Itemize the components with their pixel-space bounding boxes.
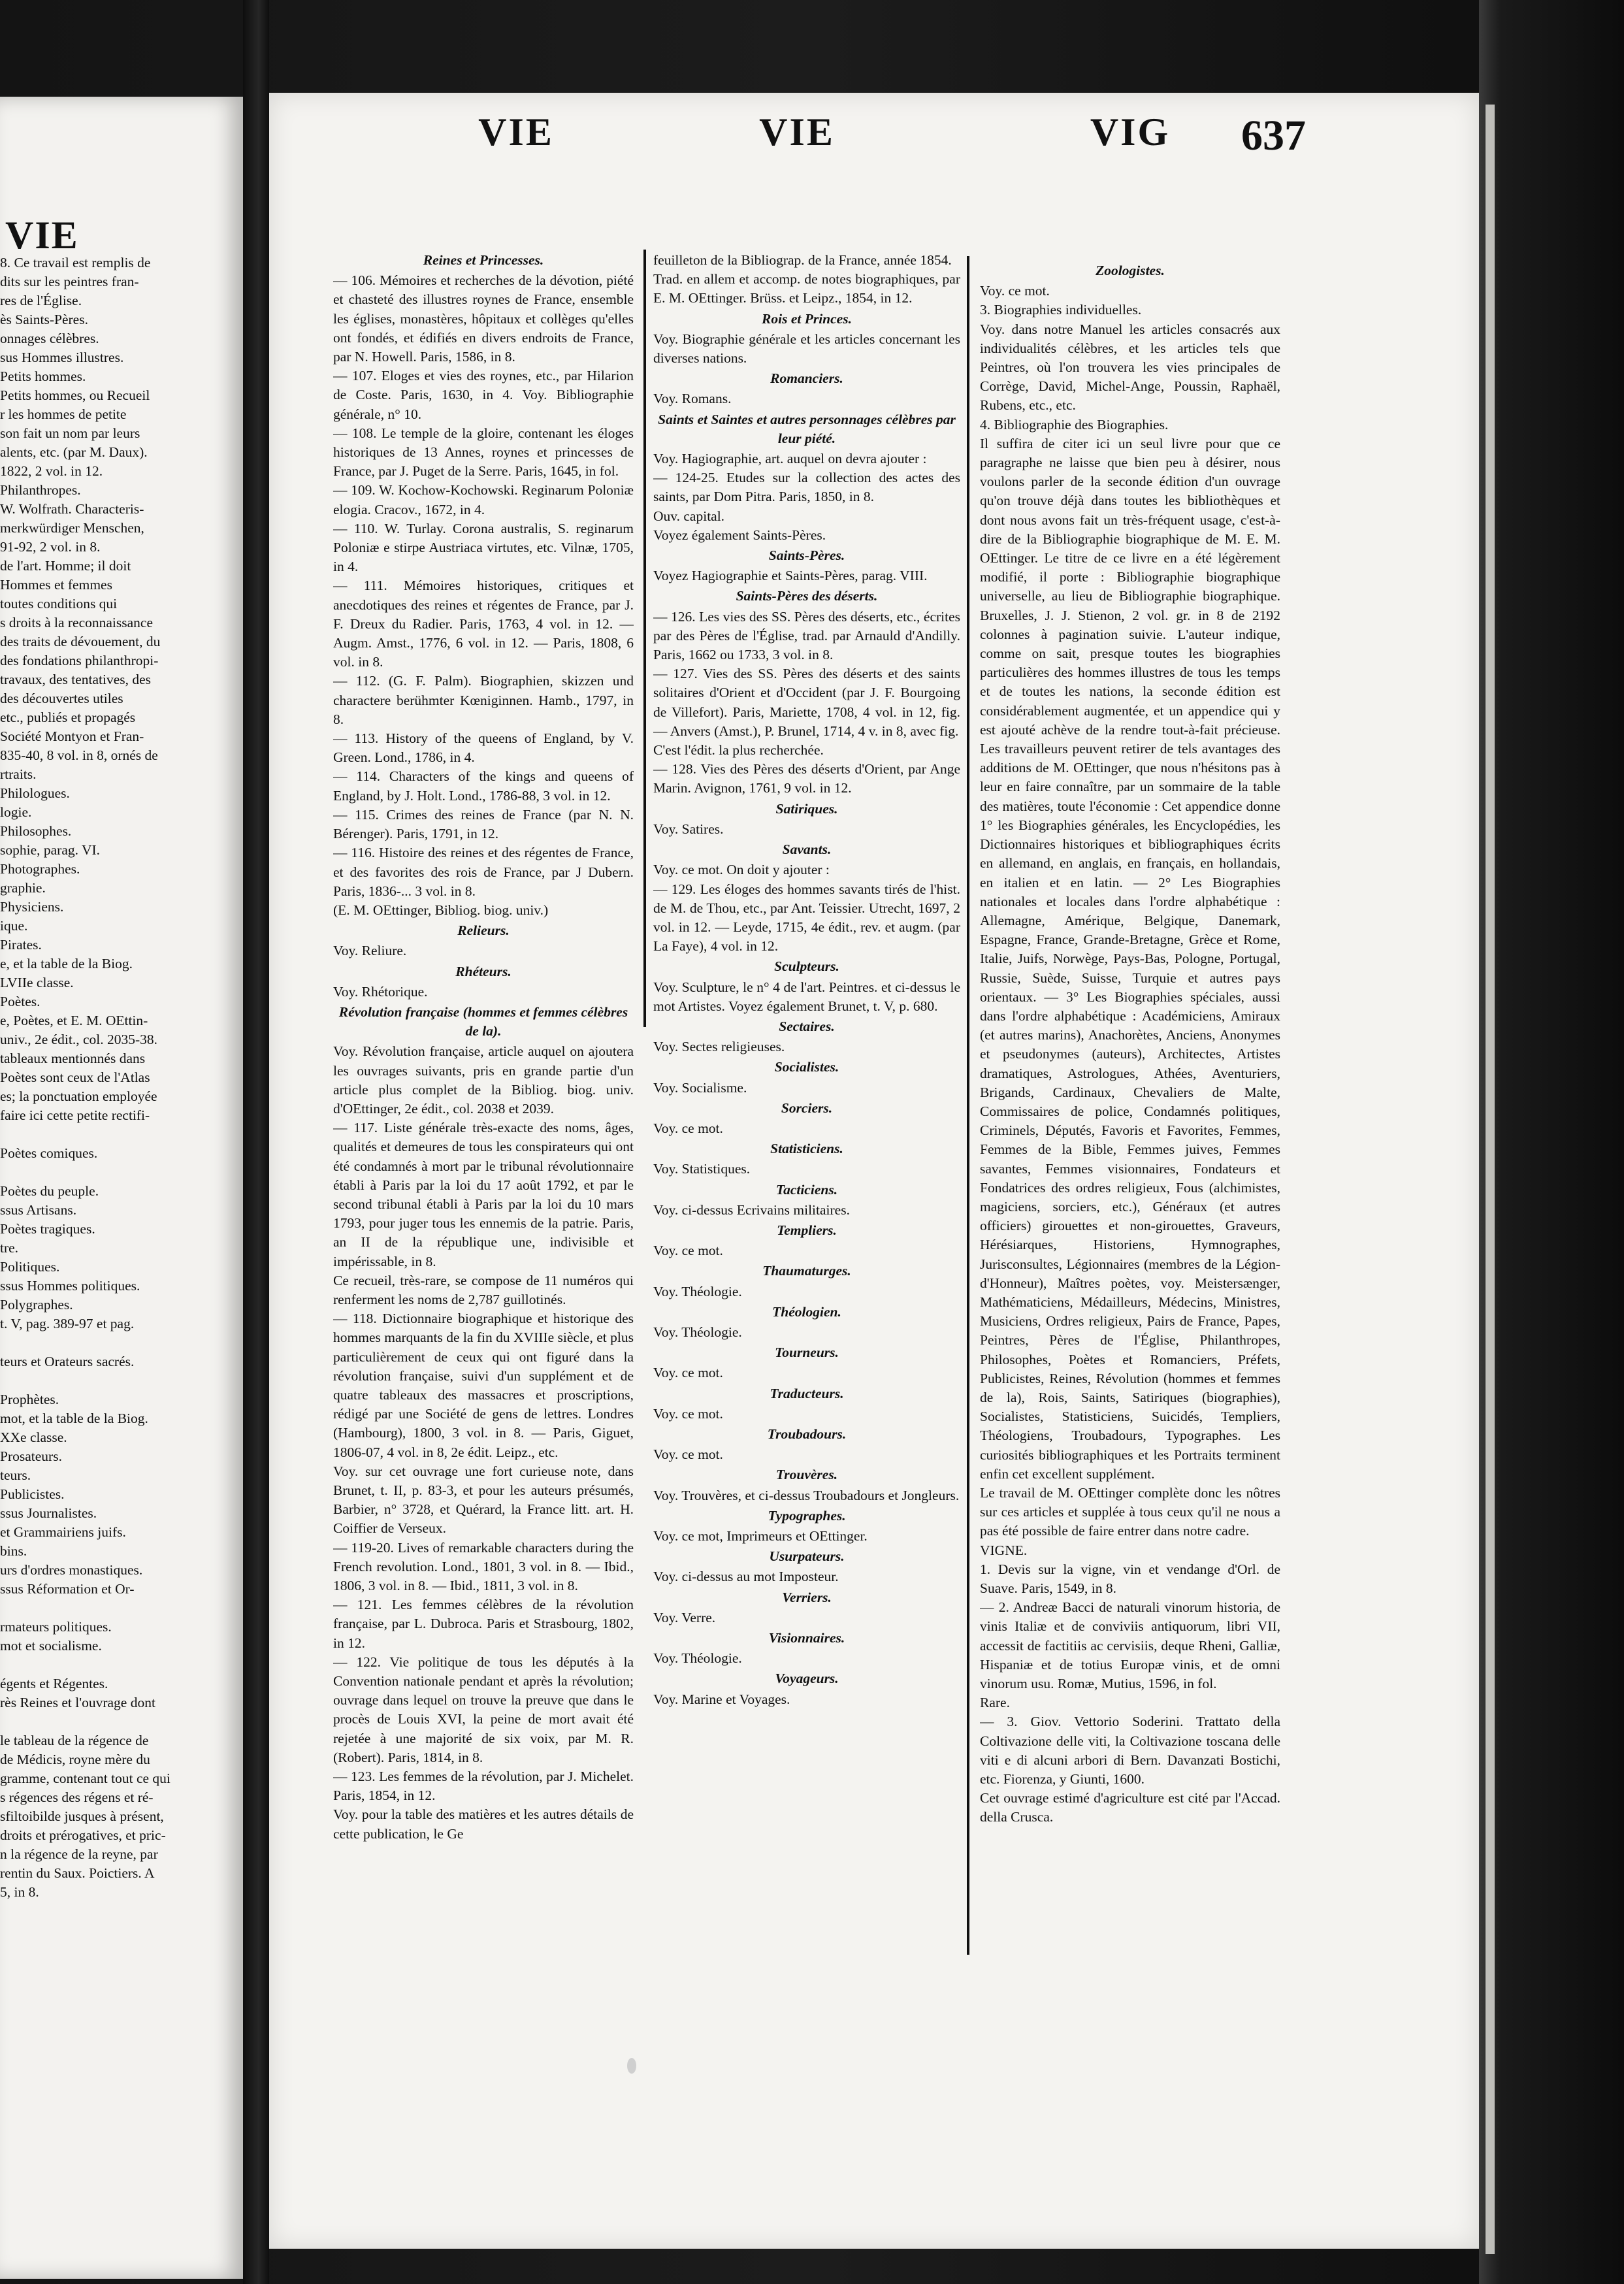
section-heading: Saints-Pères des déserts. xyxy=(736,588,878,604)
entry-paragraph: — 3. Giov. Vettorio Soderini. Trattato della Coltivazione delle viti, la Coltivazione toscana delle viti e di alcuni arbori di Bern. Davanzati Bostichi, etc. Fiorenza, y Giunti, 1600. xyxy=(980,1714,1280,1787)
left-page-line: égents et Régentes. xyxy=(0,1676,108,1691)
entry-paragraph: — 114. Characters of the kings and queens of England, by J. Holt. Lond., 1786-88, 3 vol. in 12. xyxy=(333,768,634,804)
left-facing-page xyxy=(0,97,243,2279)
running-head-right: VIG xyxy=(1090,110,1171,154)
left-page-line: Publicistes. xyxy=(0,1486,65,1502)
section-heading: Tourneurs. xyxy=(775,1345,839,1361)
left-page-line: Philologues. xyxy=(0,785,70,801)
left-page-line: tableaux mentionnés dans xyxy=(0,1051,146,1066)
left-page-line xyxy=(0,1371,235,1390)
section-heading: Rois et Princes. xyxy=(762,310,852,327)
entry-paragraph: Ouv. capital. xyxy=(653,508,725,524)
left-page-line: rès Reines et l'ouvrage dont xyxy=(0,1695,155,1710)
text-column-2 xyxy=(653,251,960,1963)
entry-paragraph: Cet ouvrage estimé d'agriculture est cité par l'Accad. della Crusca. xyxy=(980,1790,1280,1825)
section-heading: Théologien. xyxy=(772,1303,841,1320)
entry-paragraph: Voy. ce mot. xyxy=(653,1405,723,1422)
left-page-line: 8. Ce travail est remplis de xyxy=(0,255,151,270)
left-running-head: VIE xyxy=(5,214,79,257)
entry-paragraph: Voyez Hagiographie et Saints-Pères, parag. VIII. xyxy=(653,568,928,584)
left-page-line: tre. xyxy=(0,1240,19,1256)
left-page-line: ès Saints-Pères. xyxy=(0,312,88,327)
entry-paragraph: — 122. Vie politique de tous les députés à la Convention nationale pendant et après la révolution; ouvrage dans lequel on trouve la preuve que dans le procès de Louis XVI, la peine de mort avait été rejetée à une majorité de six voix, par M. R. (Robert). Paris, 1814, in 8. xyxy=(333,1654,634,1765)
left-page-line: s régences des régens et ré- xyxy=(0,1789,154,1805)
section-heading: Socialistes. xyxy=(774,1059,839,1075)
entry-paragraph: Voy. Théologie. xyxy=(653,1324,742,1340)
section-heading: Savants. xyxy=(782,841,832,858)
left-page-line: bins. xyxy=(0,1543,27,1559)
section-heading: Tacticiens. xyxy=(775,1181,838,1198)
left-page-line: Prosateurs. xyxy=(0,1448,62,1464)
left-page-line: t. V, pag. 389-97 et pag. xyxy=(0,1316,135,1331)
section-heading: Révolution française (hommes et femmes célèbres de la). xyxy=(338,1003,628,1039)
left-page-line: es; la ponctuation employée xyxy=(0,1088,157,1104)
page-number: 637 xyxy=(1241,112,1306,159)
left-page-line: de l'art. Homme; il doit xyxy=(0,558,131,574)
section-heading: Romanciers. xyxy=(770,370,843,387)
left-page-line: Poètes du peuple. xyxy=(0,1183,99,1199)
section-heading: Sculpteurs. xyxy=(774,958,839,975)
entry-paragraph: — 116. Histoire des reines et des régentes de France, et des favorites des rois de France, par J Dubern. Paris, 1836-... 3 vol. in 8. xyxy=(333,845,634,899)
left-page-line: Poètes sont ceux de l'Atlas xyxy=(0,1069,150,1085)
entry-paragraph: Voy. ce mot. xyxy=(653,1243,723,1259)
page-edge-strip xyxy=(1486,105,1495,2254)
entry-paragraph: — 123. Les femmes de la révolution, par J. Michelet. Paris, 1854, in 12. xyxy=(333,1769,634,1804)
left-page-line: Société Montyon et Fran- xyxy=(0,728,144,744)
left-page-line: Physiciens. xyxy=(0,899,64,915)
left-page-line: rtraits. xyxy=(0,766,37,782)
section-heading: Sectaires. xyxy=(779,1018,835,1034)
left-page-line: sus Hommes illustres. xyxy=(0,350,124,365)
section-heading: Troubadours. xyxy=(767,1426,847,1442)
running-head-left: VIE xyxy=(478,110,554,154)
entry-paragraph: Il suffira de citer ici un seul livre pour que ce paragraphe ne laisse que bien peu à désirer, nous voulons parler de la seconde édition d'un ouvrage qu'on trouve déjà dans toutes les bibliothèques et dont nous avons fait un très-fréquent usage, c'est-à-dire de la Bibliographie biographique de M. E. M. OEttinger. Le titre de ce livre en a été légèrement modifié, il porte : Bibliographie biographique universelle, au lieu de Bibliographie biographique. Bruxelles, J. J. Stienon, 2 vol. gr. in 8 de 2192 colonnes à pagination suivie. L'auteur indique, comme on sait, presque toutes les biographies particulières des hommes illustres de tous les temps et de toutes les nations, la seconde édition est considérablement augmentée, et un appendice qui y est ajouté achève de la rendre tout-à-fait précieuse. Les travailleurs peuvent retirer de tels avantages des additions de M. OEttinger, que nous n'hésitons pas à leur en faire connaître, par un sommaire de la table des matières, toute l'économie : Cet appendice donne 1° les Biographies générales, les Encyclopédies, les Dictionnaires historiques et bibliographiques écrits en allemand, en anglais, en français, en hollandais, en italien et en latin. — 2° Les Biographies nationales et locales dans l'ordre alphabétique : Allemagne, Amérique, Belgique, Danemark, Espagne, France, Grande-Bretagne, Grèce et Rome, Italie, Juifs, Norwège, Pays-Bas, Pologne, Portugal, Russie, Suède, Suisse, Turquie et autres pays orientaux. — 3° Les Biographies spéciales, aussi dans l'ordre alphabétique : Académiciens, Amiraux (et autres marins), Anachorètes, Anciens, Anonymes et pseudonymes (auteurs), Architectes, Artistes dramatiques, Astrologues, Athées, Aventuriers, Brigands, Cardinaux, Chevaliers de Malte, Commissaires de police, Condamnés politiques, Criminels, Députés, Favoris et Favorites, Femmes, Femmes de la Bible, Femmes juives, Femmes savantes, Femmes visionnaires, Fondateurs et Fondatrices des ordres religieux, Fous (alchimistes, magiciens, sorciers, etc.), Généraux (et autres officiers) girouettes et non-girouettes, Graveurs, Hérésiarques, Historiens, Hymnographes, Jurisconsultes, Légionnaires (membres de la Légion-d'Honneur), Maîtres poètes, voy. Meistersænger, Mathématiciens, Médailleurs, Médecins, Ministres, Musiciens, Ordres religieux, Pairs de France, Papes, Peintres, Pères de l'Église, Philanthropes, Philosophes, Poètes et Romanciers, Préfets, Publicistes, Reines, Révolution (hommes et femmes de la), Rois, Saints, Satiriques (biographies), Socialistes, Statisticiens, Suicidés, Templiers, Théologiens, Troubadours, Typographes. Les curiosités bibliographiques et les Portraits terminent enfin cet excellent supplément. xyxy=(980,435,1280,1482)
left-page-line: onnages célèbres. xyxy=(0,331,99,346)
entry-paragraph: Voy. Sculpture, le n° 4 de l'art. Peintres. et ci-dessus le mot Artistes. Voyez également Brunet, t. V, p. 680. xyxy=(653,979,960,1014)
left-page-line: ssus Hommes politiques. xyxy=(0,1278,140,1294)
page-smudge xyxy=(627,2058,636,2074)
entry-paragraph: Voy. Sectes religieuses. xyxy=(653,1039,785,1055)
column-rule-2 xyxy=(967,256,969,1955)
section-heading: Visionnaires. xyxy=(768,1630,845,1646)
entry-paragraph: Voy. Socialisme. xyxy=(653,1079,747,1096)
section-heading: Statisticiens. xyxy=(770,1141,843,1157)
entry-paragraph: Trad. en allem et accomp. de notes biographiques, par E. M. OEttinger. Brüss. et Leipz., 1854, in 12. xyxy=(653,271,960,306)
entry-paragraph: Voy. Trouvères, et ci-dessus Troubadours et Jongleurs. xyxy=(653,1487,960,1503)
left-page-line: etc., publiés et propagés xyxy=(0,710,136,725)
left-page-line: le tableau de la régence de xyxy=(0,1733,149,1748)
section-heading: Rhéteurs. xyxy=(455,963,512,979)
section-heading: Traducteurs. xyxy=(770,1385,844,1401)
left-page-line: Philanthropes. xyxy=(0,482,81,498)
entry-paragraph: Voy. Révolution française, article auquel on ajoutera les ouvrages suivants, pris en grande partie d'un article plus complet de la Bibliog. biog. univ. d'OEttinger, 2e édit., col. 2038 et 2039. xyxy=(333,1043,634,1117)
left-page-line: faire ici cette petite rectifi- xyxy=(0,1107,150,1123)
text-column-3 xyxy=(980,260,1280,1972)
left-page-line: Photographes. xyxy=(0,861,80,877)
entry-paragraph: — 127. Vies des SS. Pères des déserts et des saints solitaires d'Orient et d'Occident (par J. F. Bourgoing de Villefort). Paris, Mariette, 1708, 4 vol. in 12, fig. — Anvers (Amst.), P. Brunel, 1714, 4 v. in 8, avec fig. xyxy=(653,666,960,739)
entry-paragraph: — 2. Andreæ Bacci de naturali vinorum historia, de vinis Italiæ et de conviviis antiquorum, libri VII, accessit de factitiis ac cervisiis, deque Rheni, Galliæ, Hispaniæ et de totius Europæ vinis, et de omni vinorum usu. Romæ, Mutius, 1596, in fol. xyxy=(980,1599,1280,1692)
section-heading: Reines et Princesses. xyxy=(423,252,544,268)
left-page-line xyxy=(0,1599,235,1618)
entry-paragraph: feuilleton de la Bibliograp. de la France, année 1854. xyxy=(653,252,952,268)
left-page-line: Polygraphes. xyxy=(0,1297,73,1313)
left-page-line: Petits hommes, ou Recueil xyxy=(0,387,150,403)
entry-paragraph: Voy. Verre. xyxy=(653,1609,716,1625)
left-page-line: sophie, parag. VI. xyxy=(0,842,101,858)
entry-paragraph: Voy. ce mot, Imprimeurs et OEttinger. xyxy=(653,1528,868,1544)
entry-paragraph: Voy. Reliure. xyxy=(333,943,407,959)
entry-paragraph: Voy. ce mot. On doit y ajouter : xyxy=(653,862,830,878)
entry-paragraph: Voy. ci-dessus Ecrivains militaires. xyxy=(653,1201,850,1218)
entry-paragraph: Voy. dans notre Manuel les articles consacrés aux individualités célèbres, et les articles tels que Peintres, où l'on trouvera les vies principales de Corrège, David, Michel-Ange, Poussin, Raphaël, Rubens, etc., etc. xyxy=(980,321,1280,414)
left-page-line: Poètes comiques. xyxy=(0,1145,98,1161)
entry-paragraph: Rare. xyxy=(980,1695,1010,1711)
left-page-line: et Grammairiens juifs. xyxy=(0,1524,126,1540)
left-page-line: Prophètes. xyxy=(0,1392,59,1407)
left-page-line: droits et prérogatives, et pric- xyxy=(0,1827,166,1843)
entry-paragraph: — 121. Les femmes célèbres de la révolution française, par L. Dubroca. Paris et Strasbourg, 1802, in 12. xyxy=(333,1597,634,1651)
entry-paragraph: Voy. Romans. xyxy=(653,391,732,407)
entry-paragraph: Voyez également Saints-Pères. xyxy=(653,527,826,543)
left-page-line: mot, et la table de la Biog. xyxy=(0,1411,148,1426)
running-head-center: VIE xyxy=(759,110,835,154)
left-page-line: rentin du Saux. Poictiers. A xyxy=(0,1865,155,1881)
left-page-line: univ., 2e édit., col. 2035-38. xyxy=(0,1032,158,1047)
left-page-line: 835-40, 8 vol. in 8, ornés de xyxy=(0,747,158,763)
left-page-line: 5, in 8. xyxy=(0,1884,39,1900)
left-page-line: r les hommes de petite xyxy=(0,406,127,422)
left-page-line: W. Wolfrath. Characteris- xyxy=(0,501,144,517)
left-page-line: XXe classe. xyxy=(0,1429,67,1445)
right-page-edge xyxy=(1479,0,1624,2284)
left-page-line: rmateurs politiques. xyxy=(0,1619,112,1635)
entry-paragraph: Voy. sur cet ouvrage une fort curieuse note, dans Brunet, t. II, p. 83-3, et pour les auteurs présumés, Barbier, n° 3728, et Quérard, la France litt. art. H. Coiffier de Verseux. xyxy=(333,1463,634,1537)
entry-paragraph: Voy. ce mot. xyxy=(653,1446,723,1463)
left-page-line: LVIIe classe. xyxy=(0,975,74,990)
text-column-1 xyxy=(333,250,634,1961)
column-rule-1 xyxy=(643,250,646,1027)
entry-paragraph: — 112. (G. F. Palm). Biographien, skizzen und charactere berühmter Kœniginnen. Hamb., 1797, in 8. xyxy=(333,673,634,727)
section-heading: Satiriques. xyxy=(775,800,838,817)
section-heading: Thaumaturges. xyxy=(762,1263,851,1279)
section-heading: Verriers. xyxy=(782,1589,832,1605)
left-page-line: gramme, contenant tout ce qui xyxy=(0,1770,171,1786)
section-heading: Usurpateurs. xyxy=(769,1548,845,1565)
entry-paragraph: — 115. Crimes des reines de France (par N. N. Bérenger). Paris, 1791, in 12. xyxy=(333,806,634,842)
entry-paragraph: Voy. ce mot. xyxy=(980,283,1050,299)
left-page-line: Poètes. xyxy=(0,994,41,1009)
left-page-line: teurs. xyxy=(0,1467,31,1483)
section-heading: Typographes. xyxy=(768,1507,846,1524)
book-gutter xyxy=(243,0,269,2284)
left-page-line: travaux, des tentatives, des xyxy=(0,672,152,687)
section-heading: Sorciers. xyxy=(781,1100,833,1116)
left-page-line: graphie. xyxy=(0,880,46,896)
left-page-line: logie. xyxy=(0,804,32,820)
entry-paragraph: — 126. Les vies des SS. Pères des déserts, etc., écrites par des Pères de l'Église, trad. par Arnauld d'Andilly. Paris, 1662 ou 1733, 3 vol. in 8. xyxy=(653,608,960,663)
left-page-line: teurs et Orateurs sacrés. xyxy=(0,1354,135,1369)
left-page-line xyxy=(0,1163,235,1182)
entry-paragraph: — 118. Dictionnaire biographique et historique des hommes marquants de la fin du XVIIIe siècle, et plus particulièrement de ceux qui ont figuré dans la révolution française, suivi d'un supplément et de quatre tableaux des massacres et proscriptions, rédigé par une Société de gens de lettres. Londres (Hambourg), 1800, 3 vol. in 8. — Paris, Giguet, 1806-07, 4 vol. in 8, 2e édit. Leipz., etc. xyxy=(333,1311,634,1460)
left-page-line: ique. xyxy=(0,918,28,934)
left-page-line: 91-92, 2 vol. in 8. xyxy=(0,539,101,555)
entry-paragraph: — 124-25. Etudes sur la collection des actes des saints, par Dom Pitra. Paris, 1850, in 8. xyxy=(653,470,960,505)
entry-paragraph: Voy. Théologie. xyxy=(653,1283,742,1299)
entry-paragraph: Voy. Statistiques. xyxy=(653,1161,751,1177)
left-page-line xyxy=(0,1333,235,1352)
entry-paragraph: Voy. ce mot. xyxy=(653,1365,723,1381)
left-page-line: e, Poètes, et E. M. OEttin- xyxy=(0,1013,148,1028)
left-page-line: 1822, 2 vol. in 12. xyxy=(0,463,103,479)
entry-paragraph: — 119-20. Lives of remarkable characters during the French revolution. Lond., 1801, 3 vol. in 8. — Ibid., 1806, 3 vol. in 8. — Ibid., 1811, 3 vol. in 8. xyxy=(333,1539,634,1594)
entry-paragraph: — 117. Liste générale très-exacte des noms, âges, qualités et demeures de tous les conspirateurs qui ont été condamnés à mort par le tribunal révolutionnaire établi à Paris par la loi du 17 août 1792, et par le second tribunal établi à Paris par la loi du 10 mars 1793, pour juger tous les ennemis de la patrie. Paris, an II de la république une, indivisible et impérissable, in 8. xyxy=(333,1120,634,1269)
left-page-line: urs d'ordres monastiques. xyxy=(0,1562,143,1578)
entry-paragraph: — 109. W. Kochow-Kochowski. Reginarum Poloniæ elogia. Cracov., 1672, in 4. xyxy=(333,482,634,517)
left-page-line: e, et la table de la Biog. xyxy=(0,956,133,971)
entry-paragraph: — 106. Mémoires et recherches de la dévotion, piété et chasteté des illustres roynes de France, ensemble les églises, monastères, hôpitaux et collèges qu'elles ont fondés, et édifiés en divers endroits de France, par N. Howell. Paris, 1586, in 8. xyxy=(333,272,634,365)
left-page-line: n la régence de la reyne, par xyxy=(0,1846,158,1862)
entry-paragraph: Voy. Marine et Voyages. xyxy=(653,1691,790,1707)
entry-paragraph: — 113. History of the queens of England, by V. Green. Lond., 1786, in 4. xyxy=(333,730,634,766)
left-page-line: s droits à la reconnaissance xyxy=(0,615,154,630)
entry-paragraph: Voy. Théologie. xyxy=(653,1650,742,1667)
entry-paragraph: 3. Biographies individuelles. xyxy=(980,302,1142,318)
left-page-line: merkwürdiger Menschen, xyxy=(0,520,144,536)
entry-paragraph: Le travail de M. OEttinger complète donc les nôtres sur ces articles et supplée à tous ceux qu'il ne nous a pas été possible de faire entrer dans notre cadre. xyxy=(980,1485,1280,1539)
entry-paragraph: Voy. ce mot. xyxy=(653,1120,723,1136)
left-page-line: toutes conditions qui xyxy=(0,596,118,612)
section-heading: Trouvères. xyxy=(775,1467,838,1483)
entry-paragraph: — 129. Les éloges des hommes savants tirés de l'hist. de M. de Thou, etc., par Ant. Teissier. Utrecht, 1697, 2 vol. in 12. — Leyde, 1715, 4e édit., rev. et augm. (par La Faye), 4 vol. in 12. xyxy=(653,881,960,954)
left-page-line: Philosophes. xyxy=(0,823,72,839)
entry-paragraph: Voy. Hagiographie, art. auquel on devra ajouter : xyxy=(653,451,927,467)
entry-paragraph: Voy. ci-dessus au mot Imposteur. xyxy=(653,1569,839,1585)
left-page-line: Politiques. xyxy=(0,1259,60,1275)
entry-paragraph: 4. Bibliographie des Biographies. xyxy=(980,416,1169,432)
section-heading: Saints-Pères. xyxy=(768,547,845,564)
section-heading: Voyageurs. xyxy=(775,1671,839,1687)
entry-paragraph: Voy. Rhétorique. xyxy=(333,983,428,1000)
entry-paragraph: Voy. Satires. xyxy=(653,821,724,837)
left-page-line: de Médicis, royne mère du xyxy=(0,1752,150,1767)
section-heading: Templiers. xyxy=(777,1222,837,1238)
entry-paragraph: — 107. Eloges et vies des roynes, etc., par Hilarion de Coste. Paris, 1630, in 4. Voy. Bibliographie générale, n° 10. xyxy=(333,368,634,422)
entry-paragraph: — 128. Vies des Pères des déserts d'Orient, par Ange Marin. Avignon, 1761, 9 vol. in 12. xyxy=(653,761,960,796)
left-page-line: alents, etc. (par M. Daux). xyxy=(0,444,148,460)
left-page-line xyxy=(0,1712,235,1731)
section-heading: Saints et Saintes et autres personnages célèbres par leur piété. xyxy=(658,411,956,446)
left-page-line: mot et socialisme. xyxy=(0,1638,102,1654)
entry-paragraph: (E. M. OEttinger, Bibliog. biog. univ.) xyxy=(333,902,549,918)
left-page-line: des traits de dévouement, du xyxy=(0,634,161,649)
left-page-line: des découvertes utiles xyxy=(0,691,123,706)
entry-paragraph: VIGNE. xyxy=(980,1542,1028,1558)
entry-paragraph: Voy. pour la table des matières et les autres détails de cette publication, le Ge xyxy=(333,1806,634,1842)
left-page-line: res de l'Église. xyxy=(0,293,82,308)
section-heading: Zoologistes. xyxy=(1096,263,1165,278)
left-page-line xyxy=(0,1656,235,1674)
left-page-line xyxy=(0,1125,235,1144)
entry-paragraph: — 108. Le temple de la gloire, contenant les éloges historiques de 13 Annes, roynes et princesses de France, par J. Puget de la Serre. Paris, 1645, in fol. xyxy=(333,425,634,480)
left-page-line: Petits hommes. xyxy=(0,368,86,384)
left-page-line: ssus Journalistes. xyxy=(0,1505,97,1521)
left-page-text xyxy=(0,253,235,1902)
entry-paragraph: Voy. Biographie générale et les articles concernant les diverses nations. xyxy=(653,331,960,367)
left-page-line: des fondations philanthropi- xyxy=(0,653,159,668)
left-page-line: ssus Artisans. xyxy=(0,1202,77,1218)
entry-paragraph: — 111. Mémoires historiques, critiques et anecdotiques des reines et régentes de France, par J. F. Dreux du Radier. Paris, 1763, 4 vol. in 12. — Augm. Amst., 1776, 6 vol. in 12. — Paris, 1808, 6 vol. in 8. xyxy=(333,578,634,670)
entry-paragraph: 1. Devis sur la vigne, vin et vendange d'Orl. de Suave. Paris, 1549, in 8. xyxy=(980,1561,1280,1597)
entry-paragraph: Ce recueil, très-rare, se compose de 11 numéros qui renferment les noms de 2,787 guillotinés. xyxy=(333,1272,634,1307)
left-page-line: sfiltoibilde jusques à présent, xyxy=(0,1808,164,1824)
section-heading: Relieurs. xyxy=(457,922,510,939)
left-page-line: Poètes tragiques. xyxy=(0,1221,95,1237)
entry-paragraph: C'est l'édit. la plus recherchée. xyxy=(653,742,824,759)
left-page-line: Hommes et femmes xyxy=(0,577,112,593)
left-page-line: ssus Réformation et Or- xyxy=(0,1581,135,1597)
left-page-line: son fait un nom par leurs xyxy=(0,425,140,441)
left-page-line: dits sur les peintres fran- xyxy=(0,274,139,289)
left-page-line: Pirates. xyxy=(0,937,42,953)
entry-paragraph: — 110. W. Turlay. Corona australis, S. reginarum Poloniæ e stirpe Austriaca virtutes, etc. Vilnæ, 1705, in 4. xyxy=(333,520,634,575)
